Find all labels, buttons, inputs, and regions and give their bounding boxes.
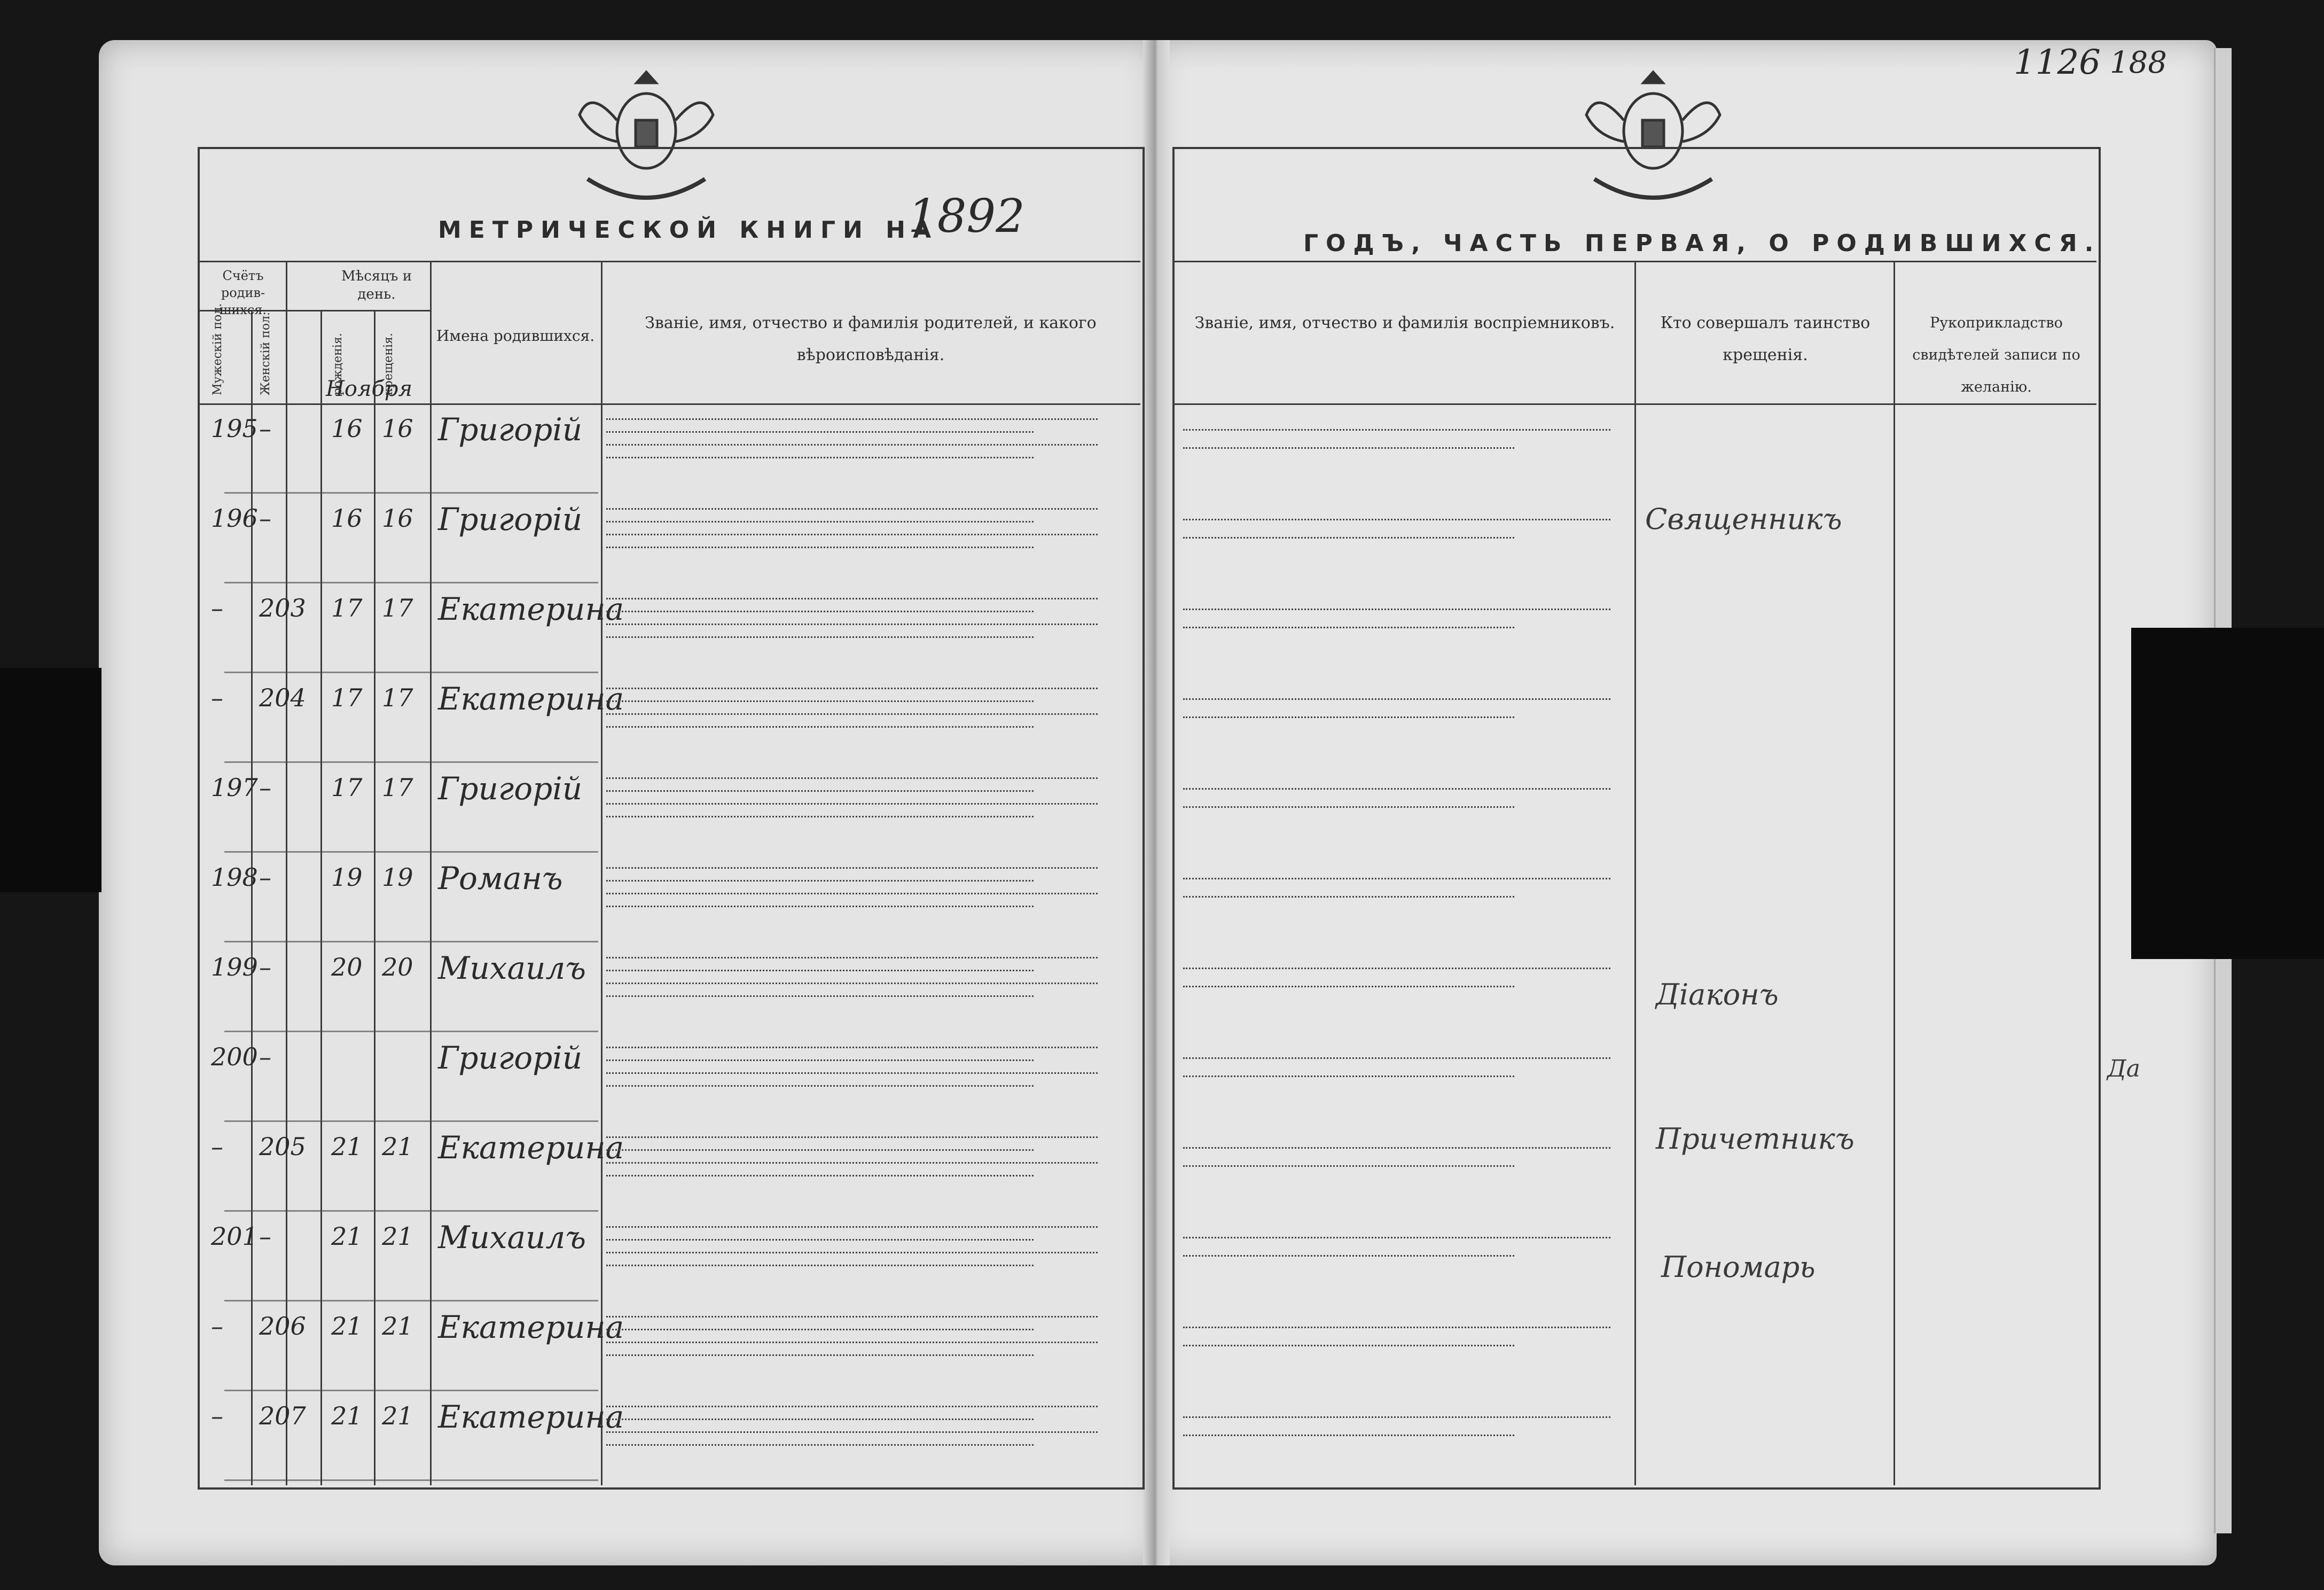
ink-scribble [606,1444,1034,1447]
ink-scribble [1183,447,1514,450]
baptism-day: 17 [382,594,413,622]
male-count: 200 [211,1042,258,1071]
ink-scribble [606,906,1034,909]
left-page-heading: МЕТРИЧЕСКОЙ КНИГИ НА [438,216,939,244]
child-name: Григорій [438,1040,583,1076]
ink-scribble [606,995,1034,999]
ink-scribble [606,880,1034,883]
female-count: – [259,414,271,443]
ink-scribble [1183,1075,1514,1079]
ink-scribble [1183,1147,1610,1150]
row-separator [224,1479,598,1481]
row-separator [224,1300,598,1301]
page-number: 1126 [2014,43,2101,82]
ink-scribble [606,777,1098,781]
ink-scribble [606,893,1098,896]
ink-scribble [1183,986,1514,989]
ink-scribble [606,957,1098,960]
parents-entry [606,678,1132,762]
birth-day: 16 [331,504,363,533]
birth-day: 21 [331,1222,363,1251]
baptism-day: 17 [382,773,413,802]
birth-day: 21 [331,1401,363,1430]
parents-entry [606,1396,1132,1480]
birth-day: 17 [331,594,363,622]
male-count: 195 [211,414,258,443]
ink-scribble [606,1085,1034,1088]
col-head-birth: рожденія. [331,333,345,395]
ink-scribble [1183,788,1610,791]
birth-day: 21 [331,1132,363,1161]
baptism-day: 17 [382,683,413,712]
col-head-godparents: Званіе, имя, отчество и фамилія воспріемниковъ. [1194,314,1615,332]
ink-scribble [606,1252,1098,1255]
ink-scribble [606,598,1098,601]
row-separator [224,1031,598,1032]
col-head-month-day: Мѣсяцъ и день. [341,268,412,302]
ink-scribble [1183,878,1610,881]
godparents-entry [1183,1042,1632,1121]
row-separator [224,582,598,583]
female-count: – [259,504,271,533]
row-separator [224,941,598,942]
margin-note: Да [2107,1055,2141,1082]
col-head-parents: Званіе, имя, отчество и фамилія родителей, и какого вѣроисповѣданія. [645,314,1097,364]
baptism-day: 16 [382,414,413,443]
female-count: – [259,1222,271,1251]
male-count: – [211,683,223,712]
ink-scribble [606,1047,1098,1050]
ink-scribble [606,508,1098,511]
ink-scribble [606,983,1098,986]
ink-scribble [1183,1416,1610,1420]
female-count: – [259,1042,271,1071]
female-count: – [259,863,271,892]
ink-scribble [606,1418,1034,1422]
ink-scribble [606,611,1034,614]
female-count: – [259,953,271,981]
ink-scribble [606,816,1034,819]
female-count: 206 [259,1312,306,1340]
child-name: Романъ [438,860,563,897]
birth-day: 17 [331,773,363,802]
ink-scribble [606,1239,1034,1242]
ink-scribble [606,970,1034,973]
ink-scribble [1183,968,1610,971]
col-head-female: Женскій пол. [259,311,272,395]
child-name: Михаилъ [438,1219,586,1256]
priest-note: Діаконъ [1656,978,1779,1011]
ink-scribble [1183,1057,1610,1061]
ink-scribble [606,726,1034,729]
female-count: 205 [259,1132,306,1161]
priest-note: Причетникъ [1656,1122,1854,1156]
ink-scribble [606,1329,1034,1332]
parents-entry [606,588,1132,673]
ink-scribble [606,636,1034,640]
godparents-entry [1183,1401,1632,1480]
parents-entry [606,947,1132,1032]
left-edge-marker [0,668,101,892]
baptism-day: 20 [382,953,413,981]
birth-day: 21 [331,1312,363,1340]
birth-day: 19 [331,863,363,892]
godparents-entry [1183,863,1632,942]
godparents-entry [1183,504,1632,583]
book-gutter [1143,40,1170,1565]
ink-scribble [606,1265,1034,1268]
ink-scribble [606,1072,1098,1075]
child-name: Екатерина [438,1399,624,1435]
ink-scribble [606,444,1098,447]
ink-scribble [1183,716,1514,720]
ink-scribble [606,431,1034,434]
priest-note: Пономарь [1661,1250,1816,1284]
parents-entry [606,1306,1132,1391]
table-header-bottom-line [198,403,1140,405]
ink-scribble [606,521,1034,524]
col-head-baptism: крещенія. [382,333,395,395]
child-name: Екатерина [438,1309,624,1345]
baptism-day: 21 [382,1132,413,1161]
child-name: Григорій [438,411,583,448]
ink-scribble [1183,1255,1514,1258]
right-edge-marker [2131,628,2324,959]
col-head-priest: Кто совершалъ таинство крещенія. [1660,314,1871,364]
female-count: 204 [259,683,306,712]
column-divider [251,310,253,1485]
male-count: – [211,1312,223,1340]
ink-scribble [606,1162,1098,1165]
female-count: 203 [259,594,306,622]
godparents-entry [1183,1222,1632,1301]
ink-scribble [606,547,1034,550]
male-count: – [211,594,223,622]
parents-entry [606,409,1132,493]
column-divider [1893,261,1895,1485]
ink-scribble [1183,698,1610,702]
birth-day: 17 [331,683,363,712]
godparents-entry [1183,683,1632,762]
baptism-day: 21 [382,1401,413,1430]
ink-scribble [606,1354,1034,1358]
priest-note: Священникъ [1645,502,1842,536]
row-separator [224,672,598,673]
godparents-entry [1183,1312,1632,1391]
ink-scribble [606,1149,1034,1152]
male-count: 198 [211,863,258,892]
ink-scribble [1183,627,1514,630]
ink-scribble [1183,537,1514,540]
parents-entry [606,498,1132,583]
male-count: – [211,1401,223,1430]
birth-day: 16 [331,414,363,443]
ink-scribble [606,418,1098,422]
row-separator [224,1390,598,1391]
godparents-entry [1183,1132,1632,1211]
male-count: – [211,1132,223,1161]
male-count: 197 [211,773,258,802]
parents-entry [606,1127,1132,1211]
ink-scribble [606,1316,1098,1319]
godparents-entry [1183,414,1632,493]
baptism-day: 21 [382,1312,413,1340]
register-year: 1892 [908,190,1025,243]
right-page-heading: ГОДЪ, ЧАСТЬ ПЕРВАЯ, О РОДИВШИХСЯ. [1303,230,2101,257]
ink-scribble [606,700,1034,704]
col-head-male: Мужескій пол. [211,303,224,395]
ink-scribble [1183,1165,1514,1168]
ink-scribble [1183,1237,1610,1240]
row-separator [224,1210,598,1212]
ink-scribble [606,803,1098,806]
ink-scribble [1183,429,1610,432]
godparents-entry [1183,773,1632,852]
ink-scribble [606,534,1098,537]
child-name: Григорій [438,770,583,807]
row-separator [224,1120,598,1122]
ink-scribble [1183,806,1514,809]
baptism-day: 21 [382,1222,413,1251]
godparents-entry [1183,594,1632,673]
parents-entry [606,768,1132,852]
child-name: Екатерина [438,591,624,627]
ink-scribble [606,1175,1034,1178]
ink-scribble [1183,519,1610,522]
table-top-line [198,261,1140,262]
baptism-day: 16 [382,504,413,533]
page-number-secondary: 188 [2110,45,2167,80]
ink-scribble [1183,896,1514,899]
column-divider [430,261,432,1485]
parents-entry [606,858,1132,942]
column-divider [320,310,322,1485]
ink-scribble [606,623,1098,627]
ink-scribble [1183,1435,1514,1438]
child-name: Михаилъ [438,950,586,986]
child-name: Григорій [438,501,583,537]
ink-scribble [606,1431,1098,1435]
ink-scribble [1183,1345,1514,1348]
godparents-entry [1183,953,1632,1032]
baptism-day: 19 [382,863,413,892]
parents-entry [606,1037,1132,1121]
ink-scribble [606,1406,1098,1409]
ink-scribble [606,867,1098,870]
ink-scribble [606,1226,1098,1229]
female-count: – [259,773,271,802]
ink-scribble [1183,1327,1610,1330]
col-head-signatures: Рукоприкладство свидѣтелей записи по желанію. [1912,315,2080,395]
ink-scribble [606,1342,1098,1345]
male-count: 196 [211,504,258,533]
month-name: Ноября [326,377,412,401]
col-head-count: Счётъ родив-шихся. [219,268,267,317]
parents-entry [606,1217,1132,1301]
row-separator [224,851,598,853]
column-divider [601,261,602,1485]
child-name: Екатерина [438,681,624,717]
ink-scribble [606,688,1098,691]
child-name: Екатерина [438,1129,624,1166]
row-separator [224,492,598,494]
birth-day: 20 [331,953,363,981]
row-separator [224,761,598,763]
column-divider [1634,261,1636,1485]
ink-scribble [606,713,1098,716]
ink-scribble [606,1136,1098,1140]
ink-scribble [1183,609,1610,612]
col-head-names: Имена родившихся. [436,327,595,345]
column-divider [374,310,375,1485]
male-count: 201 [211,1222,258,1251]
female-count: 207 [259,1401,306,1430]
column-divider [286,261,287,1485]
ink-scribble [606,790,1034,793]
ink-scribble [606,1059,1034,1063]
male-count: 199 [211,953,258,981]
ink-scribble [606,457,1034,460]
